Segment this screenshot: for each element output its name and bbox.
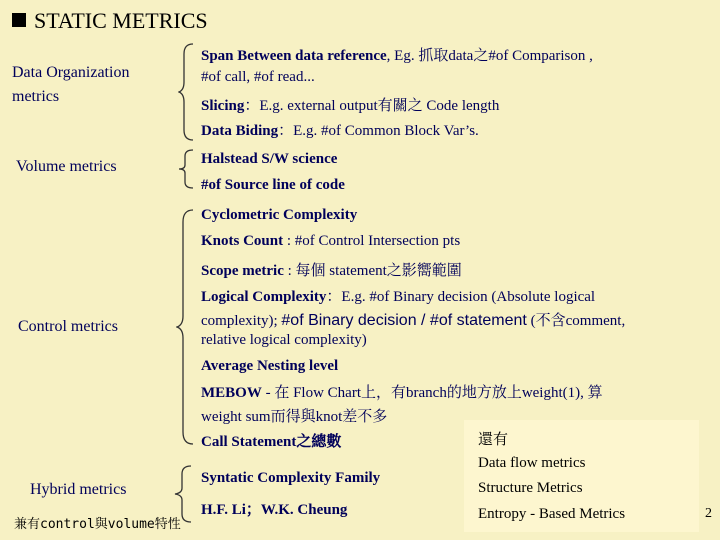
control-line-2: Knots Count : #of Control Intersection pts [201, 233, 461, 249]
volume-brace-icon [178, 148, 198, 190]
control-line-8: MEBOW - 在 Flow Chart上，有branch的地方放上weight(1), 算 [201, 385, 603, 401]
control-line-3: Scope metric : 每個 statement之影嚮範圍 [201, 263, 462, 279]
control-brace-icon [176, 208, 198, 446]
control-line-7: Average Nesting level [201, 358, 339, 374]
control-line-10: Call Statement之總數 [201, 434, 342, 450]
data-org-line-4: Data Biding：E.g. #of Common Block Var’s. [201, 123, 479, 139]
data-org-line-1: Span Between data reference, Eg. 抓取data之#of Comparison , [201, 48, 593, 64]
volume-line-2: #of Source line of code [201, 177, 345, 193]
hybrid-line-2: H.F. Li；W.K. Cheung [201, 502, 348, 518]
hybrid-sublabel: 兼有control與volume特性 [14, 517, 181, 532]
bullet-square-icon [12, 13, 26, 27]
note-heading: 還有 [478, 432, 509, 448]
control-line-5: complexity); #of Binary decision / #of statement (不含comment, [201, 312, 626, 329]
data-org-label-line1: Data Organization [12, 64, 130, 81]
data-org-line-3: Slicing：E.g. external output有關之 Code length [201, 98, 500, 114]
data-org-label-line2: metrics [12, 88, 60, 105]
note-item-3: Entropy - Based Metrics [478, 506, 626, 522]
control-line-6: relative logical complexity) [201, 332, 367, 348]
volume-line-1: Halstead S/W science [201, 151, 338, 167]
note-item-2: Structure Metrics [478, 480, 583, 496]
hybrid-label: Hybrid metrics [30, 481, 127, 498]
data-org-line-2: #of call, #of read... [201, 69, 315, 85]
control-label: Control metrics [18, 318, 118, 335]
hybrid-brace-icon [174, 464, 196, 524]
slide-title [12, 8, 208, 34]
page-number: 2 [705, 506, 712, 521]
data-org-brace-icon [178, 42, 198, 142]
control-line-4: Logical Complexity：E.g. #of Binary decision (Absolute logical [201, 289, 596, 305]
hybrid-line-1: Syntatic Complexity Family [201, 470, 381, 486]
control-line-9: weight sum而得與knot差不多 [201, 409, 388, 425]
control-line-1: Cyclometric Complexity [201, 207, 358, 223]
note-item-1: Data flow metrics [478, 455, 586, 471]
slide-title-text: STATIC METRICS [34, 8, 208, 33]
volume-label: Volume metrics [16, 158, 117, 175]
